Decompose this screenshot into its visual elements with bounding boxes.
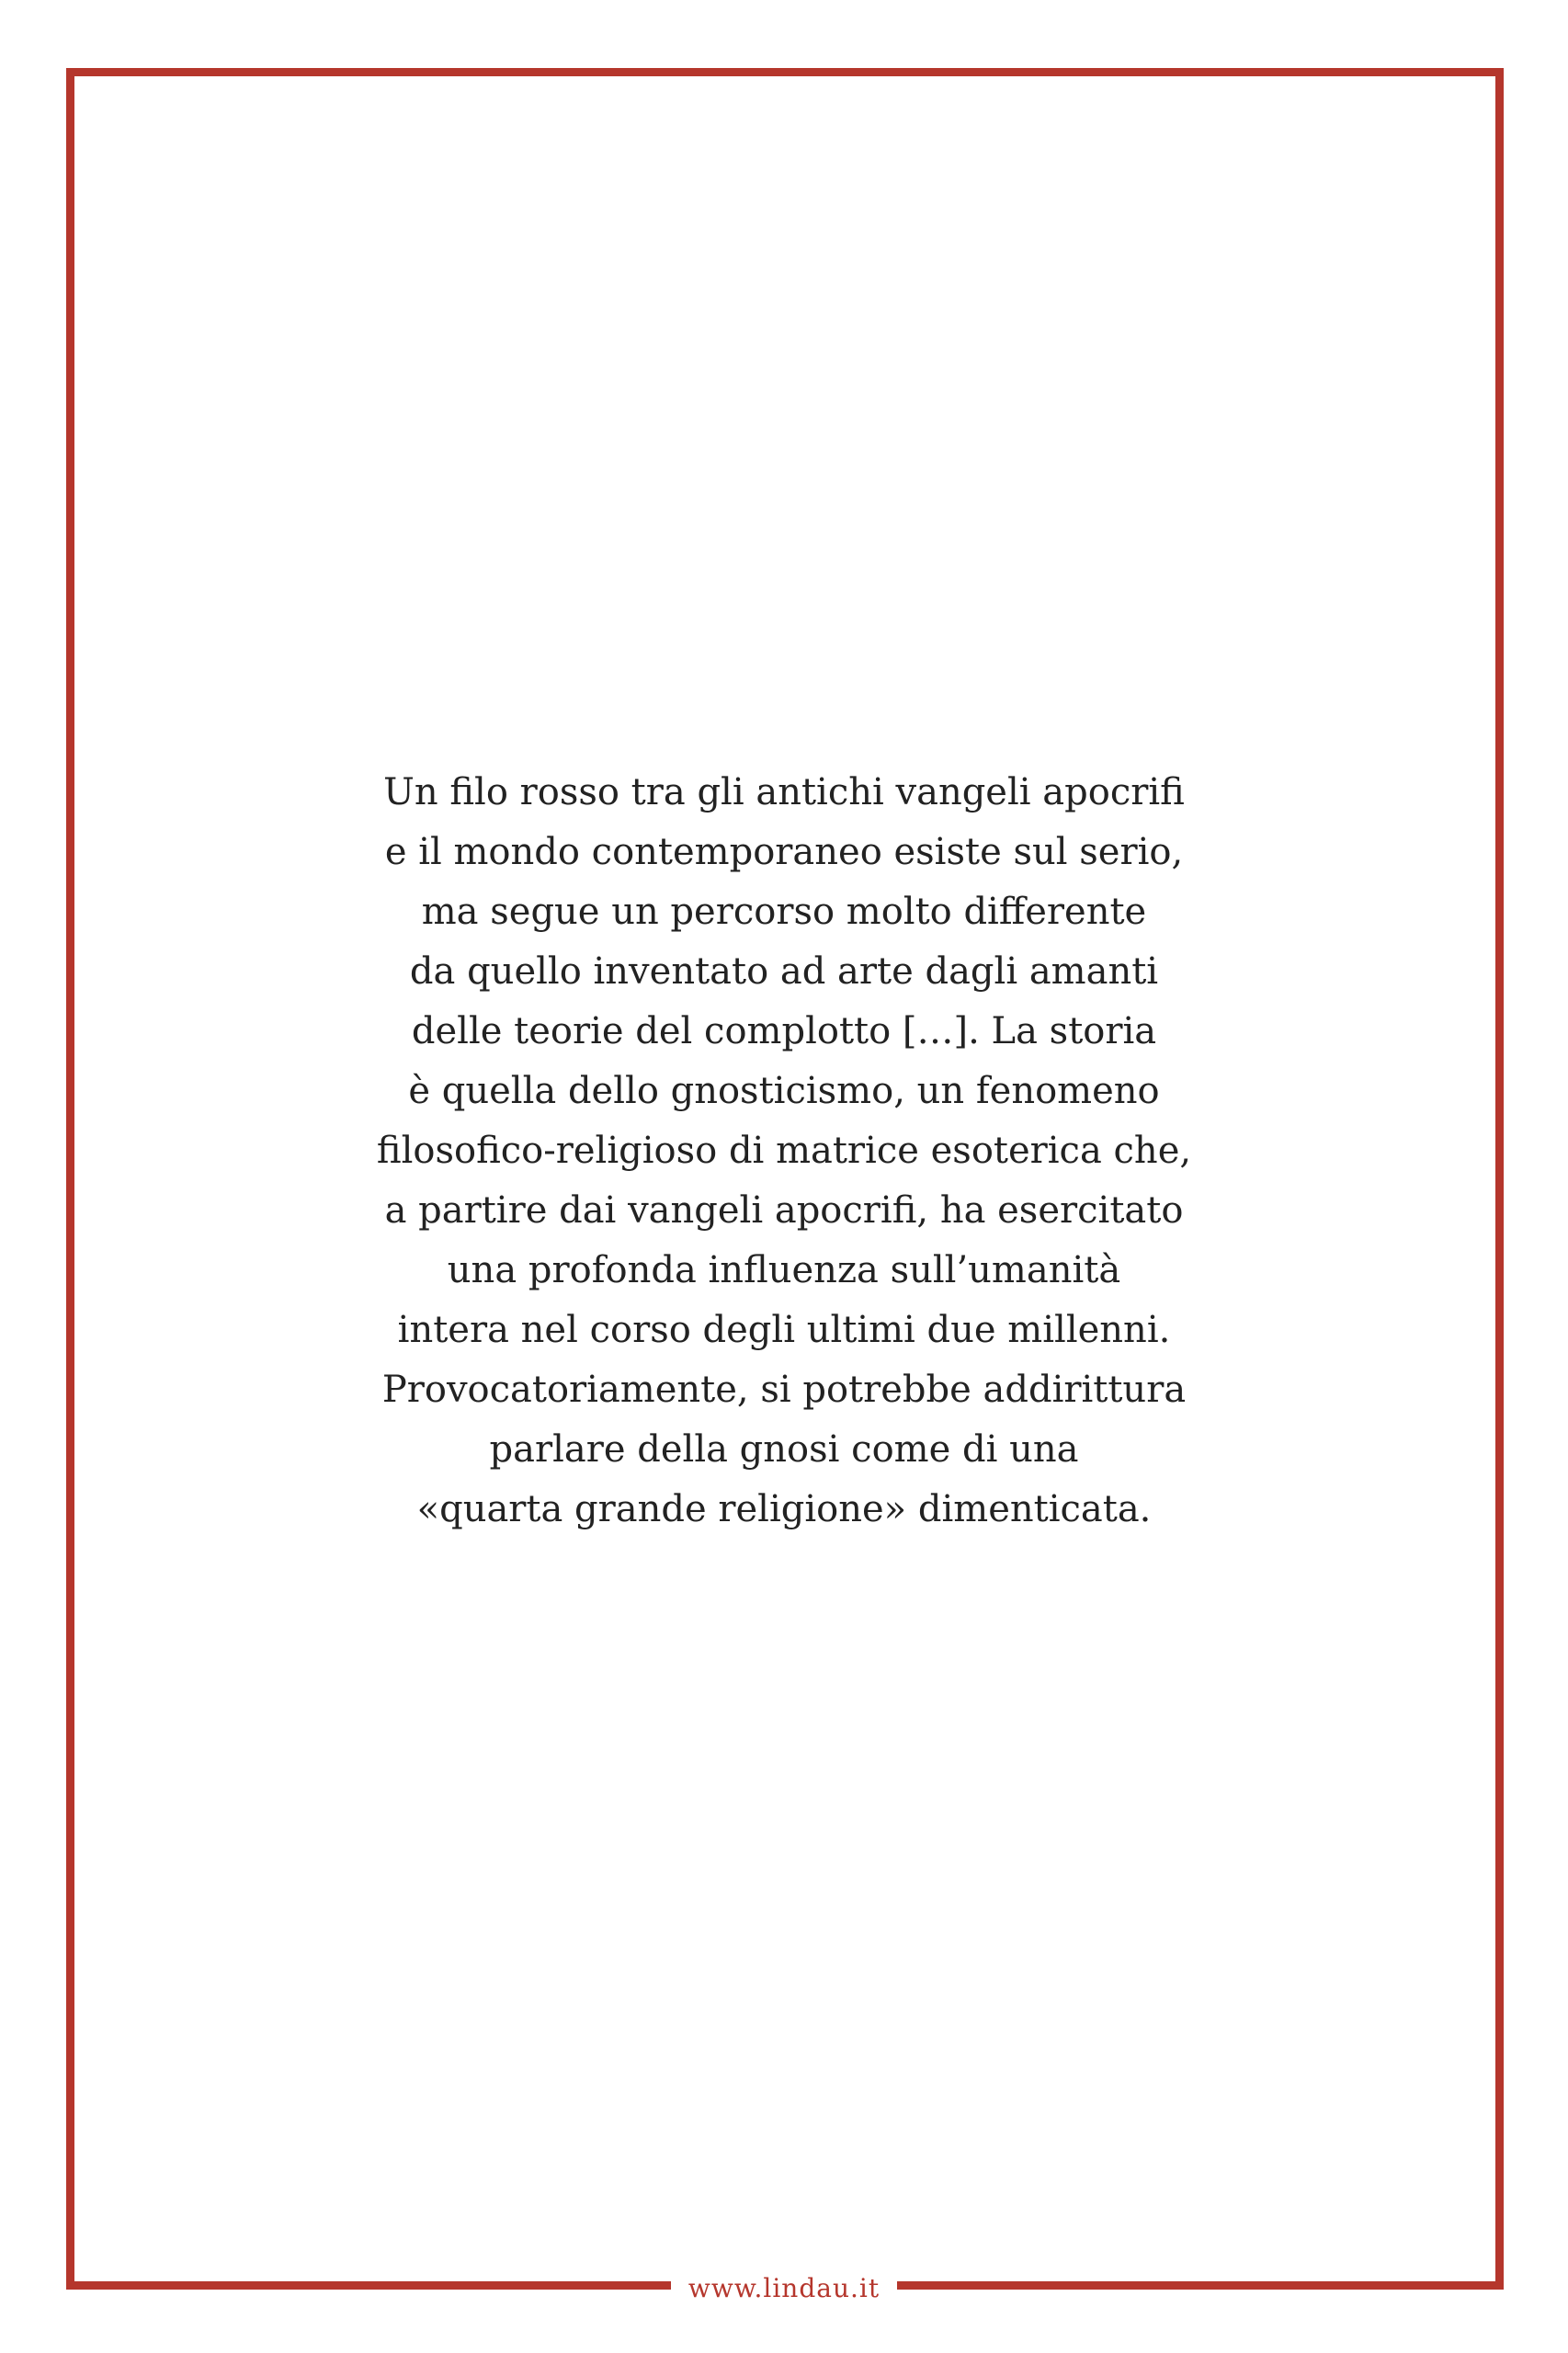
- blurb-line: filosofico-religioso di matrice esoterica che,: [376, 1130, 1192, 1172]
- back-cover-blurb: [233, 763, 1335, 1540]
- blurb-line: è quella dello gnosticismo, un fenomeno: [408, 1070, 1160, 1112]
- blurb-line: parlare della gnosi come di una: [489, 1428, 1079, 1471]
- blurb-line: «quarta grande religione» dimenticata.: [416, 1488, 1152, 1530]
- blurb-line: da quello inventato ad arte dagli amanti: [409, 950, 1159, 993]
- blurb-line: una profonda influenza sull’umanità: [447, 1249, 1121, 1291]
- blurb-line: Provocatoriamente, si potrebbe addirittura: [381, 1369, 1187, 1411]
- blurb-line: a partire dai vangeli apocrifi, ha esercitato: [384, 1189, 1184, 1232]
- blurb-line: delle teorie del complotto […]. La storia: [411, 1010, 1157, 1052]
- blurb-line: ma segue un percorso molto differente: [421, 891, 1147, 933]
- blurb-line: intera nel corso degli ultimi due millenni.: [397, 1309, 1171, 1351]
- blurb-line: e il mondo contemporaneo esiste sul serio,: [384, 831, 1184, 873]
- publisher-website-link[interactable]: www.lindau.it: [687, 2273, 881, 2303]
- blurb-line: Un filo rosso tra gli antichi vangeli apocrifi: [383, 771, 1185, 813]
